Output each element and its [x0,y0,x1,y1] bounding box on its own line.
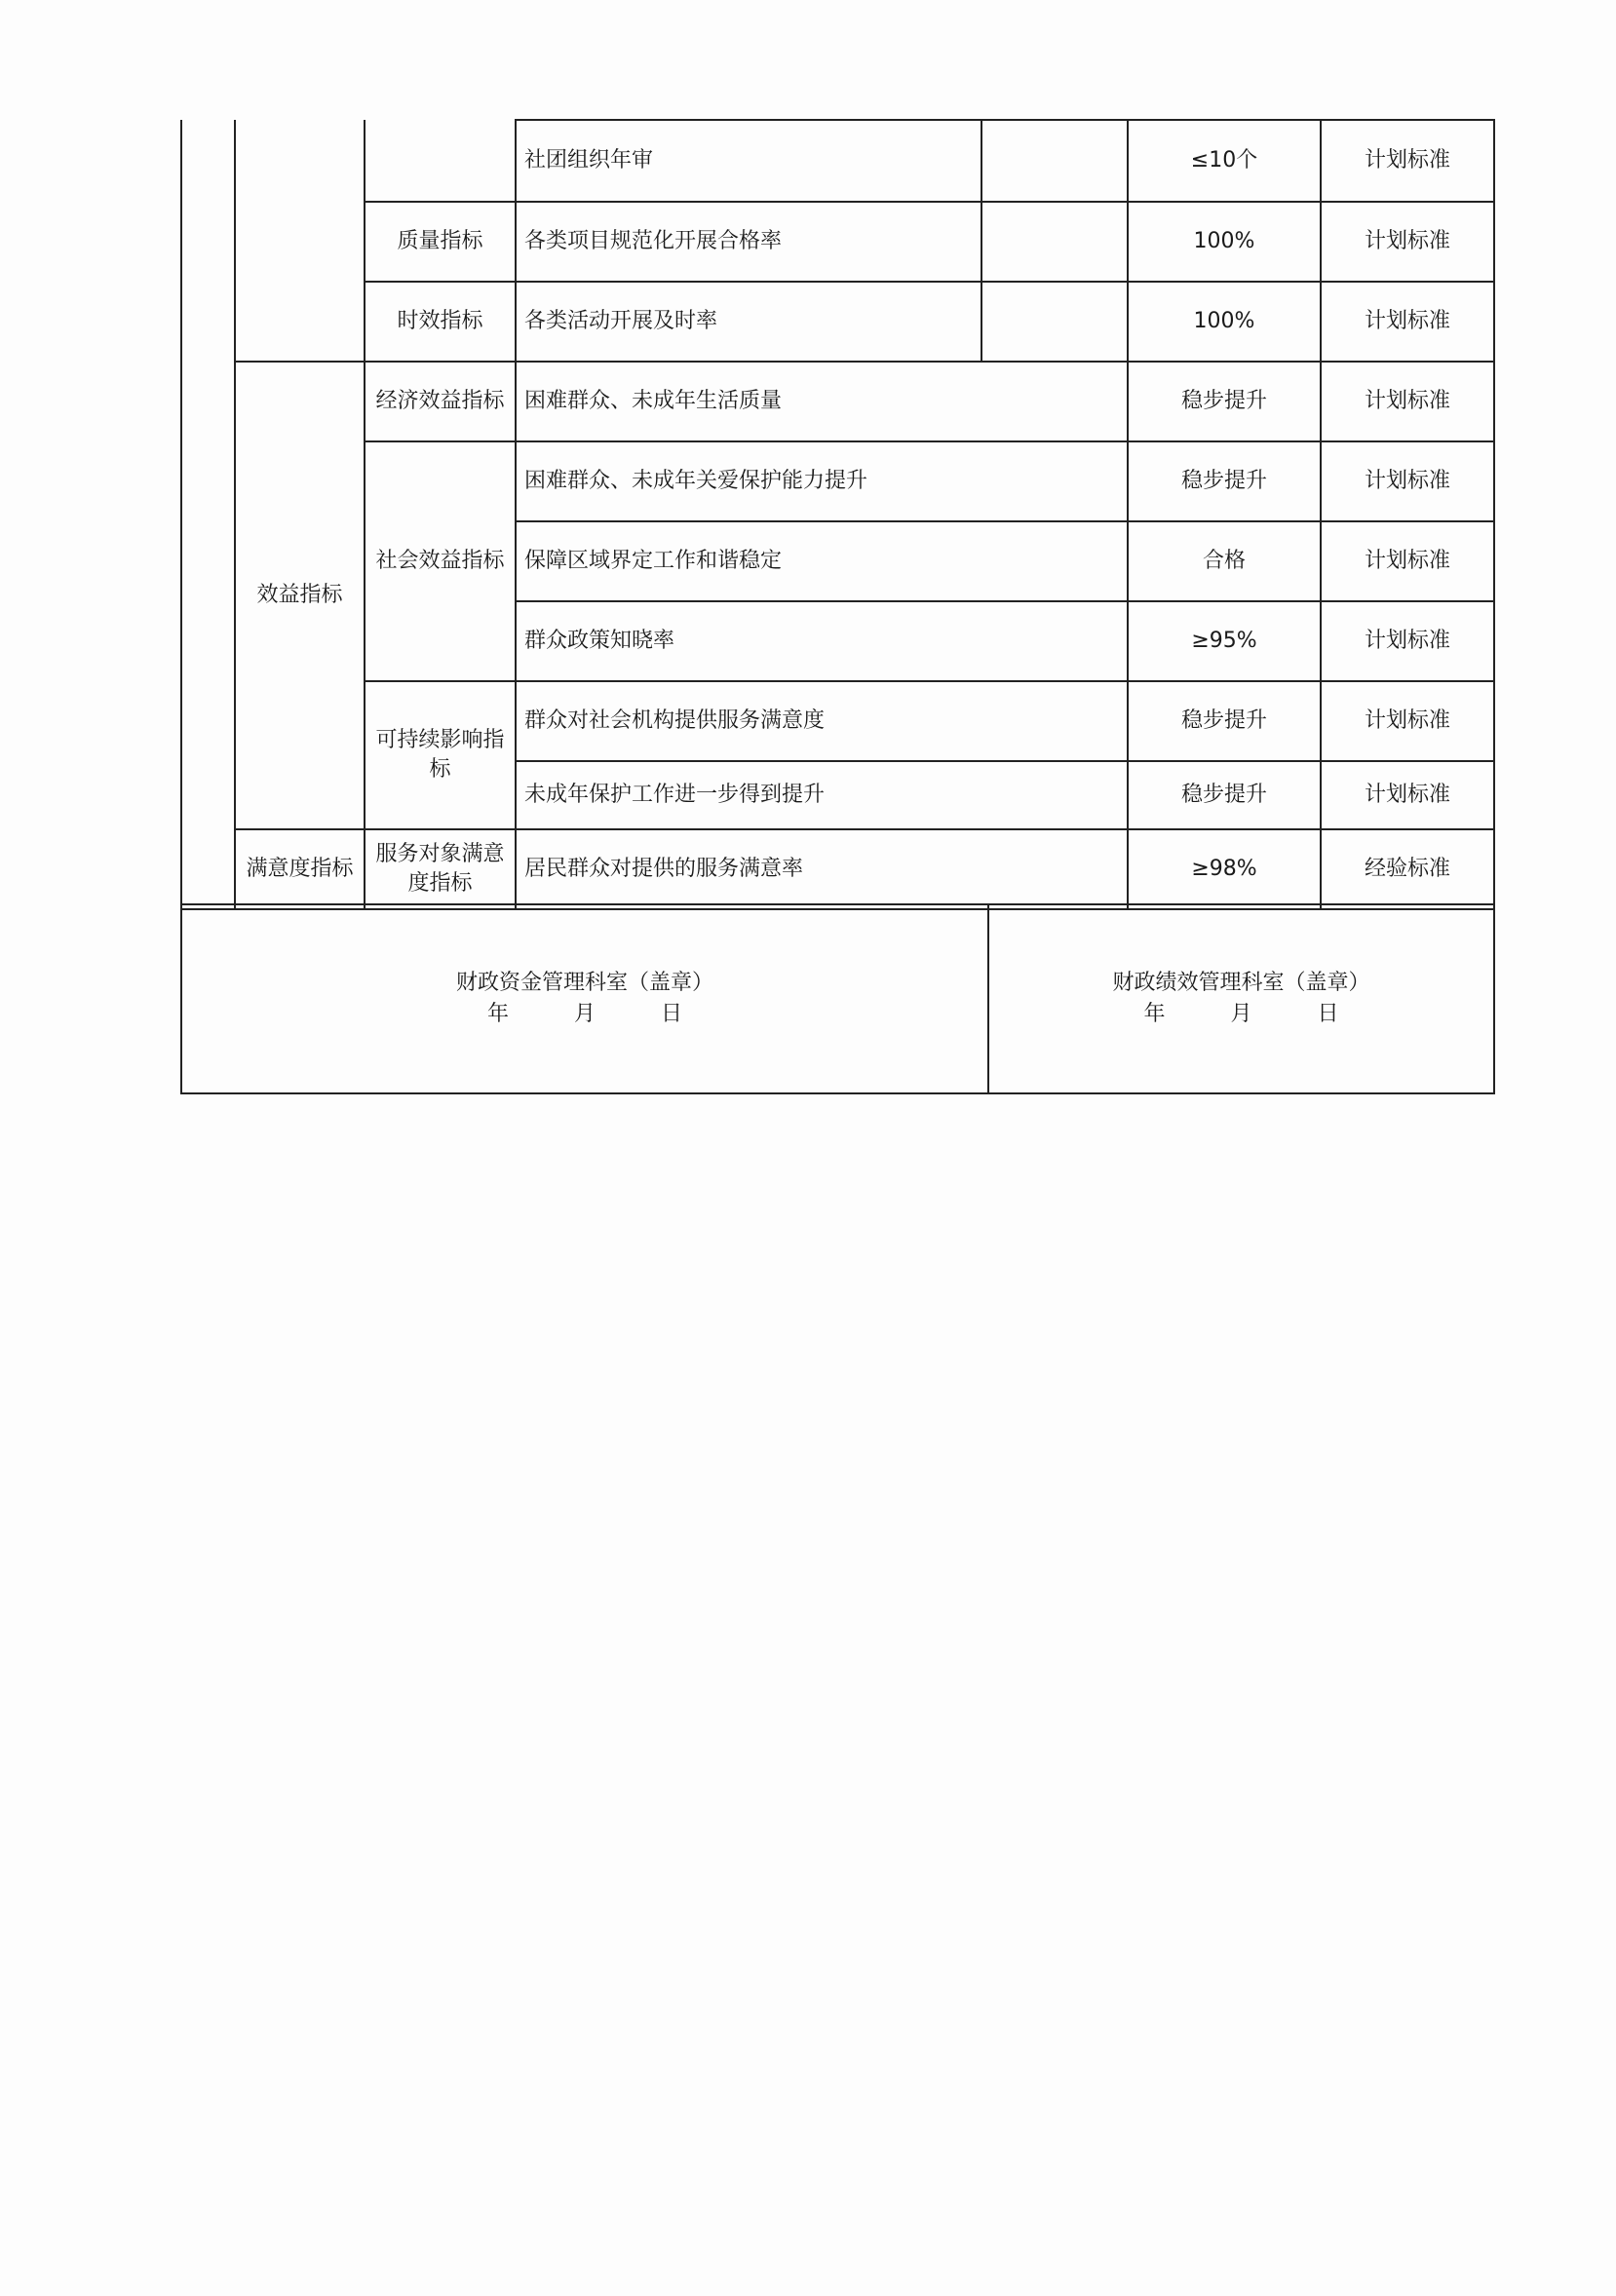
table-row [181,120,1494,202]
table-row [181,829,1494,909]
indicator-value-cell: ≥95% [1128,601,1321,681]
blank-cell [981,202,1128,282]
performance-indicator-table [180,119,1495,910]
blank-cell [981,282,1128,362]
indicator-value-cell: 100% [1128,282,1321,362]
category-level3-cell: 服务对象满意度指标 [365,829,516,909]
table-row [181,441,1494,521]
indicator-value-cell: 100% [1128,202,1321,282]
indicator-value-cell: 稳步提升 [1128,761,1321,829]
category-level2-cell: 效益指标 [235,362,365,829]
indicator-content-cell: 保障区域界定工作和谐稳定 [516,521,1128,601]
indicator-content-cell: 困难群众、未成年关爱保护能力提升 [516,441,1128,521]
finance-performance-dept-signature [988,904,1494,1093]
indicator-standard-cell: 计划标准 [1321,601,1494,681]
category-level3-cell: 经济效益指标 [365,362,516,441]
indicator-standard-cell: 计划标准 [1321,761,1494,829]
category-level3-cell [365,120,516,202]
date-year: 年 [486,1002,509,1026]
date-day: 日 [661,1002,683,1026]
indicator-standard-cell: 计划标准 [1321,441,1494,521]
table-row [181,681,1494,761]
indicator-value-cell: 稳步提升 [1128,362,1321,441]
indicator-value-cell: ≤10个 [1128,120,1321,202]
indicator-content-cell: 各类项目规范化开展合格率 [516,202,981,282]
category-level3-cell: 可持续影响指标 [365,681,516,829]
indicator-standard-cell: 经验标准 [1321,829,1494,909]
indicator-value-cell: 稳步提升 [1128,681,1321,761]
indicator-standard-cell: 计划标准 [1321,362,1494,441]
category-level3-cell: 时效指标 [365,282,516,362]
indicator-content-cell: 群众对社会机构提供服务满意度 [516,681,1128,761]
category-level2-cell [235,120,365,362]
date-month: 月 [573,1002,596,1026]
indicator-standard-cell: 计划标准 [1321,681,1494,761]
indicator-content-cell: 各类活动开展及时率 [516,282,981,362]
signature-title: 财政绩效管理科室（盖章） [1112,971,1370,995]
indicator-content-cell: 困难群众、未成年生活质量 [516,362,1128,441]
indicator-content-cell: 群众政策知晓率 [516,601,1128,681]
date-year: 年 [1143,1002,1166,1026]
table-row [181,282,1494,362]
signature-date [990,999,1492,1030]
signature-title: 财政资金管理科室（盖章） [455,971,713,995]
category-level3-cell: 质量指标 [365,202,516,282]
table-row [181,362,1494,441]
finance-fund-dept-signature [181,904,988,1093]
signature-table [180,903,1495,1094]
category-level1-cell [181,120,235,909]
indicator-standard-cell: 计划标准 [1321,521,1494,601]
indicator-content-cell: 居民群众对提供的服务满意率 [516,829,1128,909]
indicator-value-cell: 合格 [1128,521,1321,601]
signature-date [183,999,986,1030]
indicator-content-cell: 社团组织年审 [516,120,981,202]
signature-row [181,904,1494,1093]
indicator-standard-cell: 计划标准 [1321,202,1494,282]
table-row [181,202,1494,282]
date-month: 月 [1230,1002,1252,1026]
indicator-content-cell: 未成年保护工作进一步得到提升 [516,761,1128,829]
indicator-standard-cell: 计划标准 [1321,282,1494,362]
blank-cell [981,120,1128,202]
date-day: 日 [1317,1002,1339,1026]
category-level3-cell: 社会效益指标 [365,441,516,681]
indicator-value-cell: 稳步提升 [1128,441,1321,521]
indicator-value-cell: ≥98% [1128,829,1321,909]
category-level2-cell: 满意度指标 [235,829,365,909]
indicator-standard-cell: 计划标准 [1321,120,1494,202]
